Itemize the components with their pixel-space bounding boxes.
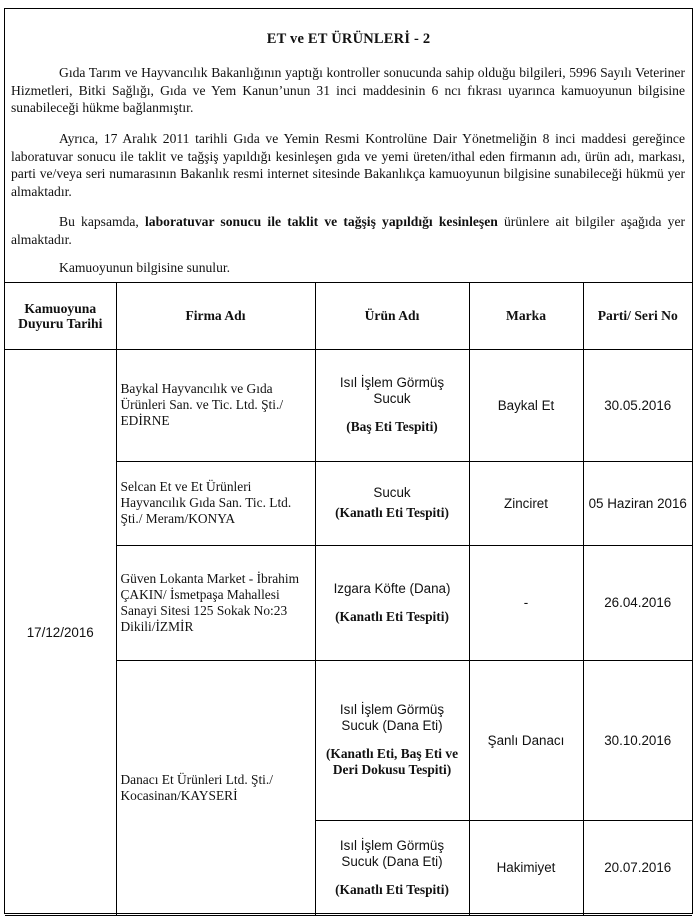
product-name: Sucuk <box>373 485 411 500</box>
product-finding: (Kanatlı Eti, Baş Eti ve Deri Dokusu Tespiti) <box>325 746 459 777</box>
header-firm-name: Firma Adı <box>116 283 315 349</box>
table-row <box>5 349 692 461</box>
document-title: ET ve ET ÜRÜNLERİ - 2 <box>266 31 431 47</box>
product-name: Isıl İşlem Görmüş Sucuk <box>339 375 445 406</box>
product-name: Isıl İşlem Görmüş Sucuk (Dana Eti) <box>339 702 445 733</box>
announcement-date-cell: 17/12/2016 <box>5 349 116 915</box>
paragraph-4-text: Kamuoyunun bilgisine sunulur. <box>59 260 231 275</box>
paragraph-3-pre: Bu kapsamda, <box>59 214 146 229</box>
product-cell <box>315 545 469 660</box>
firm-cell: Güven Lokanta Market - İbrahim ÇAKIN/ İsmetpaşa Mahallesi Sanayi Sitesi 125 Sokak No:23 Dikili/İZMİR <box>116 545 315 660</box>
intro-paragraph-3 <box>11 213 685 248</box>
batch-cell: 20.07.2016 <box>583 820 692 915</box>
header-batch-number: Parti/ Seri No <box>583 283 692 349</box>
brand-cell: Baykal Et <box>469 349 583 461</box>
product-name: Isıl İşlem Görmüş Sucuk (Dana Eti) <box>339 837 445 869</box>
batch-cell: 05 Haziran 2016 <box>583 461 692 545</box>
document-page <box>4 8 693 914</box>
intro-paragraph-1 <box>11 64 685 117</box>
brand-cell: Zinciret <box>469 461 583 545</box>
product-cell <box>315 660 469 820</box>
firm-cell: Baykal Hayvancılık ve Gıda Ürünleri San. ve Tic. Ltd. Şti./ EDİRNE <box>116 349 315 461</box>
intro-paragraph-4 <box>11 259 685 277</box>
brand-cell: Hakimiyet <box>469 820 583 915</box>
product-cell <box>315 461 469 545</box>
intro-paragraph-2 <box>11 130 685 200</box>
batch-cell: 26.04.2016 <box>583 545 692 660</box>
header-product-name: Ürün Adı <box>315 283 469 349</box>
paragraph-3-post: ürünlere ait bilgiler aşağıda yer almaktadır. <box>11 214 686 247</box>
firm-cell: Selcan Et ve Et Ürünleri Hayvancılık Gıda San. Tic. Ltd. Şti./ Meram/KONYA <box>116 461 315 545</box>
results-table <box>5 283 692 916</box>
product-cell <box>315 349 469 461</box>
header-brand: Marka <box>469 283 583 349</box>
firm-cell: Danacı Et Ürünleri Ltd. Şti./ Kocasinan/KAYSERİ <box>116 660 315 915</box>
header-announcement-date: Kamuoyuna Duyuru Tarihi <box>5 283 116 349</box>
paragraph-2-text: Ayrıca, 17 Aralık 2011 tarihli Gıda ve Yemin Resmi Kontrolüne Dair Yönetmeliğin 8 inci maddesi gereğince laboratuvar sonucu ile taklit ve tağşiş yapıldığı kesinleşen gıda ve yemi üreten/ithal eden firmanın adı, ürün adı, markası, parti ve/veya seri numarasının Bakanlık resmi internet sitesinde Bakanlıkça kamuoyunun bilgisine sunabileceği hükmü yer almaktadır. <box>11 131 685 199</box>
product-finding: (Kanatlı Eti Tespiti) <box>335 505 449 520</box>
paragraph-1-text: Gıda Tarım ve Hayvancılık Bakanlığının yaptığı kontroller sonucunda sahip olduğu bilgileri, 5996 Sayılı Veteriner Hizmetleri, Bitki Sağlığı, Gıda ve Yem Kanun’unun 31 inci maddesinin 6 ncı fıkrası uyarınca kamuoyunun bilgisine sunabileceği hükme bağlanmıştır. <box>11 65 685 115</box>
product-finding: (Kanatlı Eti Tespiti) <box>335 881 449 897</box>
brand-cell: Şanlı Danacı <box>469 660 583 820</box>
product-name: Izgara Köfte (Dana) <box>333 580 451 596</box>
document-header <box>5 9 692 283</box>
batch-cell: 30.05.2016 <box>583 349 692 461</box>
product-finding: (Baş Eti Tespiti) <box>346 419 438 434</box>
product-finding: (Kanatlı Eti Tespiti) <box>335 608 449 624</box>
brand-cell: - <box>469 545 583 660</box>
table-header-row <box>5 283 692 349</box>
paragraph-3-emphasis: laboratuvar sonucu ile taklit ve tağşiş yapıldığı kesinleşen <box>145 214 498 229</box>
product-cell <box>315 820 469 915</box>
batch-cell: 30.10.2016 <box>583 660 692 820</box>
